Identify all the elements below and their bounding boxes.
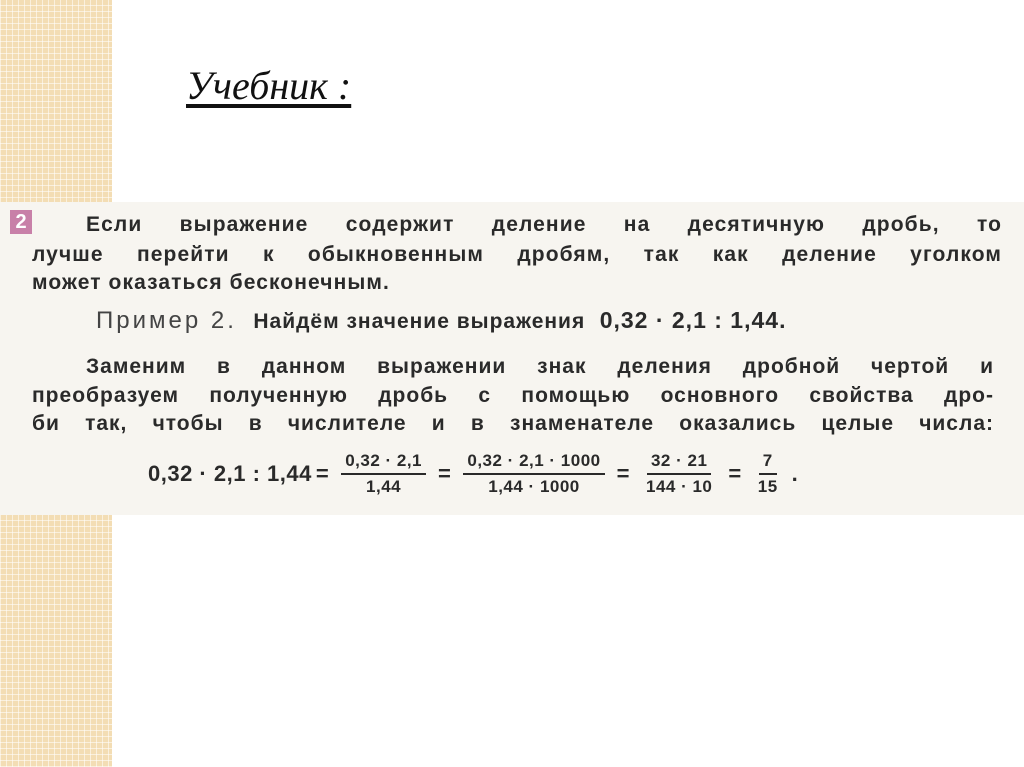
example-heading — [96, 307, 786, 337]
example-title: Найдём значение выражения — [253, 310, 586, 333]
equals-sign: = — [438, 461, 452, 486]
paragraph-line-3: би так, чтобы в числителе и в знаменателе оказались целые числа: — [32, 412, 994, 435]
decorative-side-strip-top — [0, 0, 112, 202]
formula-end-period: . — [791, 461, 799, 486]
fraction-2-numerator: 0,32 · 2,1 · 1000 — [463, 451, 604, 475]
equals-sign: = — [315, 461, 330, 486]
fraction-2 — [463, 451, 604, 497]
slide-title: Учебник : — [186, 63, 352, 108]
fraction-4-denominator: 15 — [757, 477, 778, 496]
fraction-2-denominator: 1,44 · 1000 — [488, 477, 580, 496]
fraction-4 — [754, 451, 782, 497]
fraction-3 — [642, 451, 716, 497]
equals-sign: = — [728, 461, 742, 486]
rule-line-2: лучше перейти к обыкновенным дробям, так как деление уголком — [32, 243, 1002, 266]
fraction-3-numerator: 32 · 21 — [647, 451, 711, 475]
fraction-1-denominator: 1,44 — [366, 477, 402, 496]
fraction-3-denominator: 144 · 10 — [646, 477, 713, 496]
rule-line-3: может оказаться бесконечным. — [32, 271, 390, 294]
example-label: Пример 2. — [96, 307, 237, 334]
rule-line-1: Если выражение содержит деление на десятичную дробь, то — [86, 213, 1002, 236]
equals-sign: = — [616, 461, 630, 486]
fraction-4-numerator: 7 — [759, 451, 777, 475]
formula — [148, 444, 798, 504]
textbook-excerpt — [0, 202, 1024, 515]
example-expression: 0,32 · 2,1 : 1,44. — [599, 307, 787, 333]
fraction-1 — [341, 451, 426, 497]
section-badge: 2 — [10, 210, 32, 234]
formula-lhs: 0,32 · 2,1 : 1,44 — [148, 461, 312, 486]
paragraph-line-1: Заменим в данном выражении знак деления дробной чертой и — [86, 355, 994, 378]
paragraph-line-2: преобразуем полученную дробь с помощью основного свойства дро- — [32, 384, 994, 407]
decorative-side-strip-bottom — [0, 515, 112, 767]
fraction-1-numerator: 0,32 · 2,1 — [341, 451, 426, 475]
